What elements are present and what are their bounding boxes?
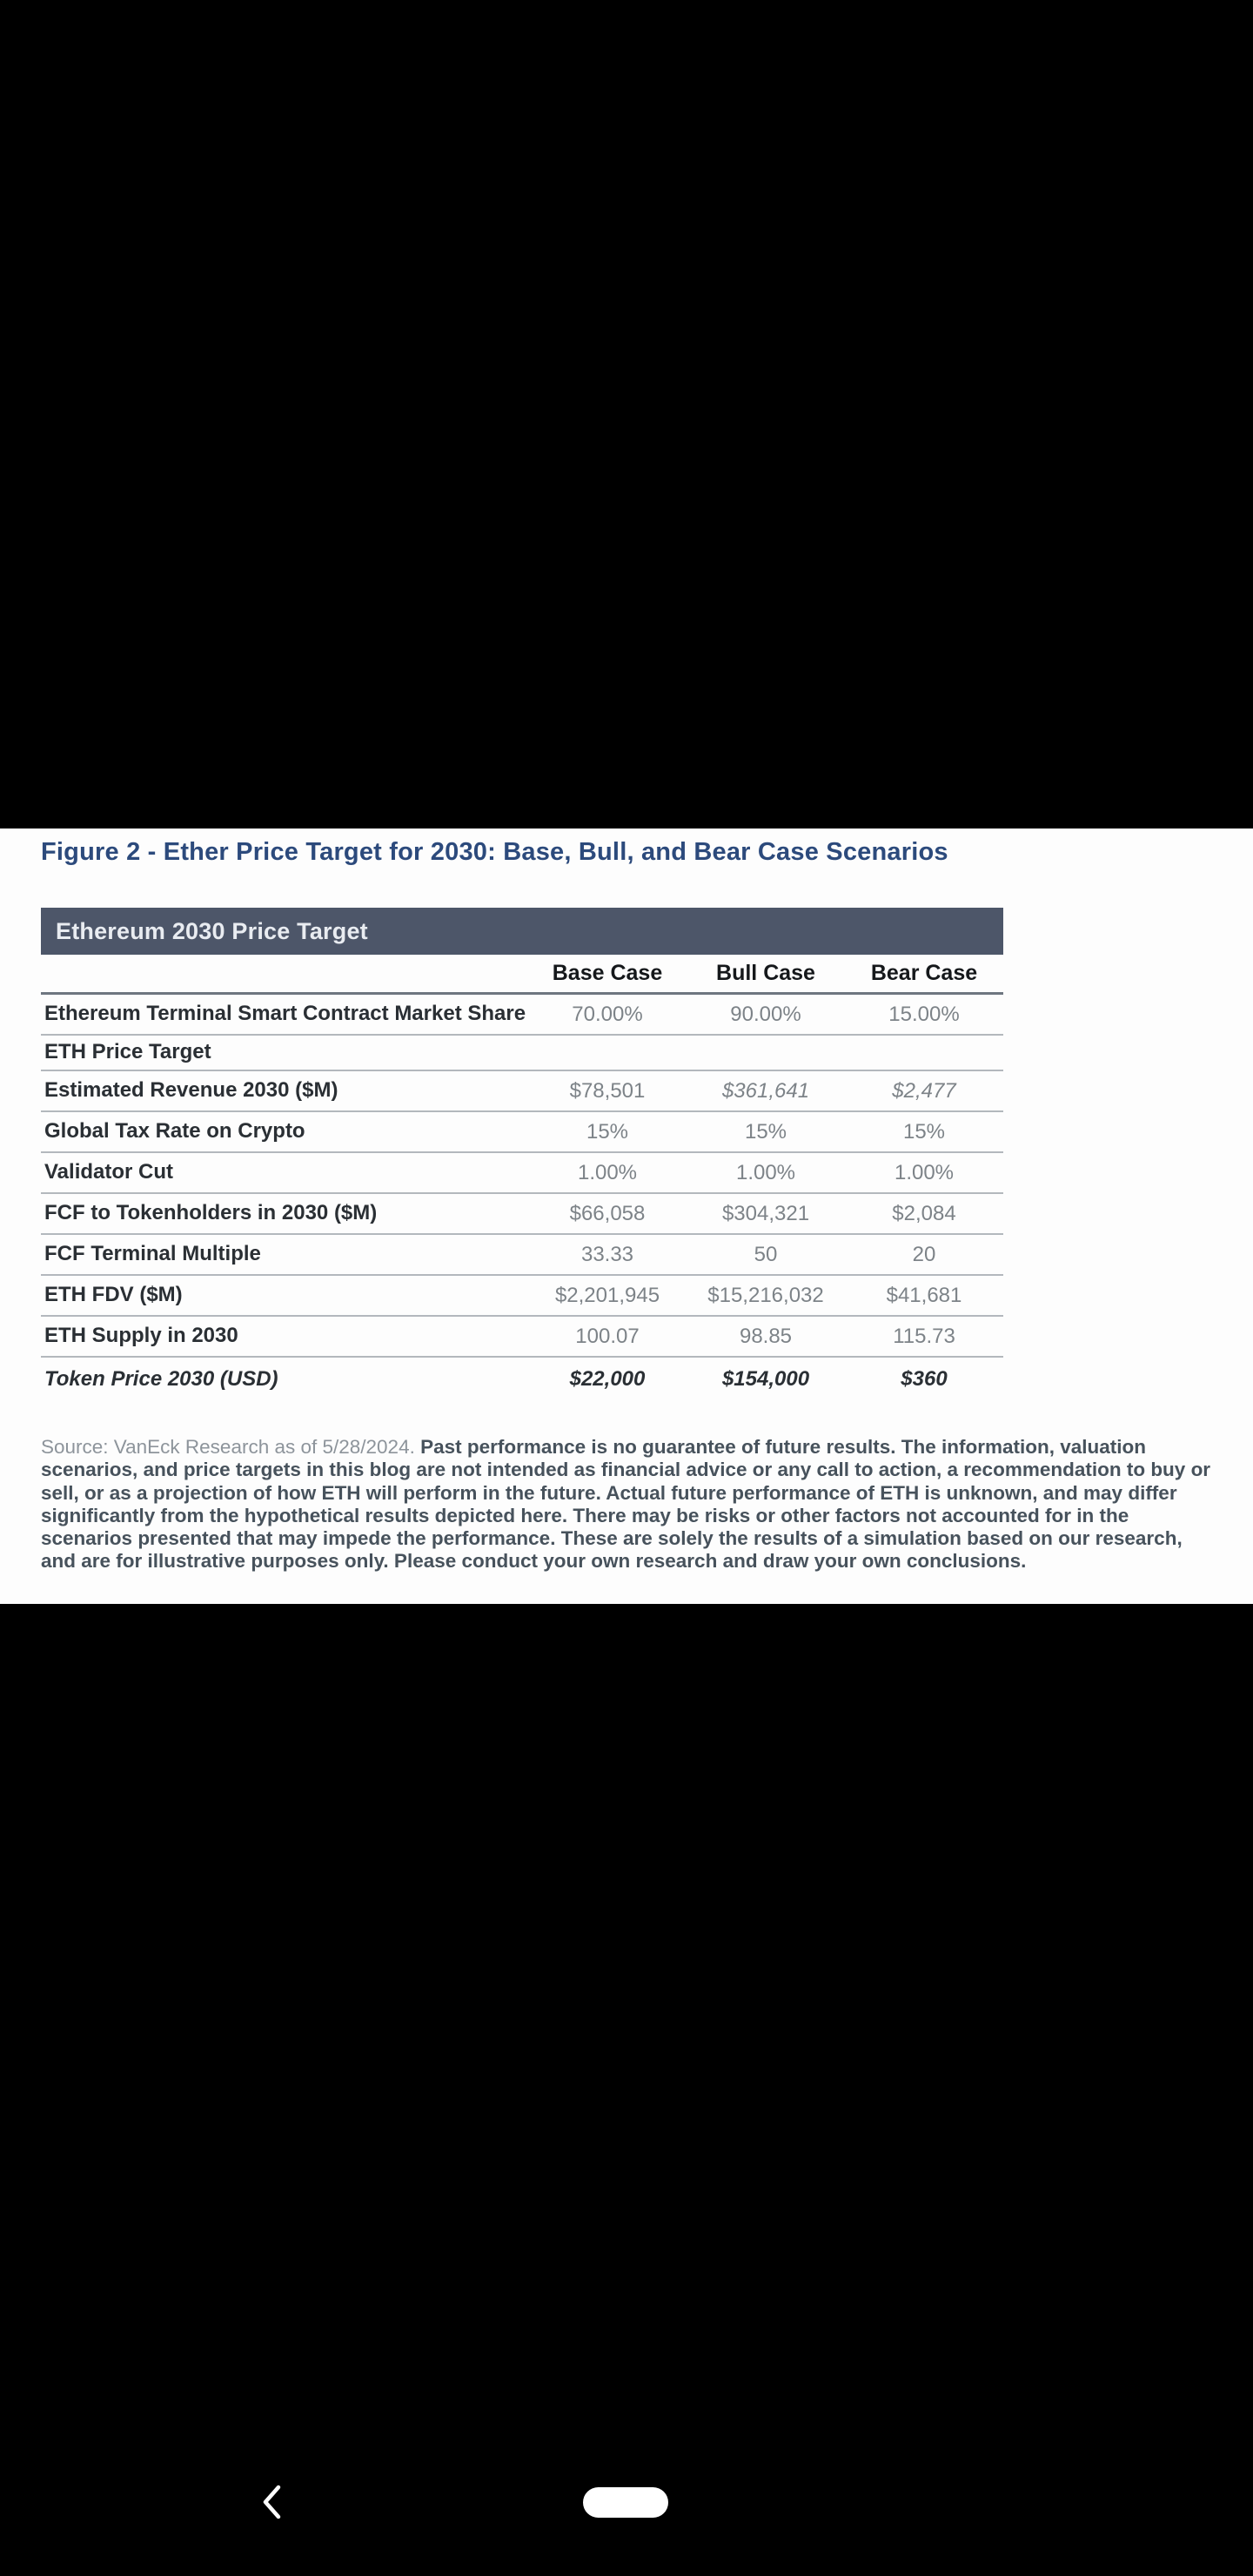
table-row — [41, 1071, 1003, 1112]
cell-bull-case: 50 — [754, 1242, 778, 1266]
cell-base-case: $66,058 — [569, 1201, 646, 1225]
row-label: Estimated Revenue 2030 ($M) — [44, 1078, 338, 1103]
column-header-bear-case: Bear Case — [870, 961, 978, 985]
cell-base-case: 1.00% — [577, 1160, 638, 1184]
cell-bull-case: 90.00% — [730, 1002, 801, 1026]
row-label: ETH Supply in 2030 — [44, 1324, 238, 1348]
table-row — [41, 1276, 1003, 1317]
cell-bear-case: $360 — [901, 1367, 948, 1391]
row-label: Ethereum Terminal Smart Contract Market Share — [44, 1002, 526, 1026]
row-label: FCF Terminal Multiple — [44, 1242, 261, 1266]
cell-base-case: 33.33 — [580, 1242, 634, 1266]
cell-bear-case: $41,681 — [886, 1283, 962, 1307]
cell-bull-case: $15,216,032 — [707, 1283, 824, 1307]
section-label: ETH Price Target — [44, 1040, 211, 1064]
cell-base-case: $2,201,945 — [554, 1283, 660, 1307]
table-section-row — [41, 1036, 1003, 1071]
chevron-left-icon — [261, 2484, 282, 2523]
back-button[interactable] — [251, 2479, 292, 2527]
row-label: Token Price 2030 (USD) — [44, 1366, 278, 1391]
cell-base-case: 70.00% — [572, 1002, 643, 1026]
cell-bear-case: 1.00% — [894, 1160, 955, 1184]
cell-bear-case: 20 — [912, 1242, 936, 1266]
cell-bull-case: $361,641 — [721, 1078, 810, 1103]
cell-bear-case: 115.73 — [893, 1324, 955, 1348]
cell-bull-case: 1.00% — [735, 1160, 796, 1184]
column-header-bull-case: Bull Case — [716, 961, 815, 985]
cell-base-case: $78,501 — [569, 1078, 646, 1103]
disclaimer-source: Source: VanEck Research as of 5/28/2024. — [41, 1436, 421, 1458]
cell-base-case: 15% — [586, 1119, 629, 1144]
page-content — [0, 828, 1253, 1604]
table-row — [41, 1194, 1003, 1235]
cell-bear-case: $2,084 — [892, 1201, 956, 1225]
cell-bear-case: $2,477 — [892, 1078, 956, 1103]
table-row — [41, 1235, 1003, 1276]
cell-base-case: $22,000 — [569, 1367, 646, 1391]
table-row — [41, 1112, 1003, 1153]
table-result-row — [41, 1358, 1003, 1401]
row-label: Global Tax Rate on Crypto — [44, 1119, 305, 1144]
table-row — [41, 995, 1003, 1036]
cell-bull-case: $154,000 — [721, 1367, 810, 1391]
table-row — [41, 1317, 1003, 1358]
disclaimer-body: Past performance is no guarantee of future results. The information, valuation scenarios, and price targets in this blog are not intended as financial advice or any call to action, a recommendation to buy or sell, or as a projection of how ETH will perform in the future. Actual future performance of ETH is unknown, and may differ significantly from the hypothetical results depicted here. There may be risks or other factors not accounted for in the scenarios presented that may impede the performance. These are solely the results of a simulation based on our research, and are for illustrative purposes only. Please conduct your own research and draw your own conclusions. — [41, 1436, 1211, 1573]
cell-bear-case: 15.00% — [888, 1002, 960, 1026]
table-title: Ethereum 2030 Price Target — [56, 917, 368, 944]
cell-bull-case: 98.85 — [739, 1324, 793, 1348]
row-label: Validator Cut — [44, 1160, 174, 1184]
table-row — [41, 1153, 1003, 1194]
home-indicator[interactable] — [583, 2487, 668, 2518]
figure-title: Figure 2 - Ether Price Target for 2030: Base, Bull, and Bear Case Scenarios — [41, 838, 948, 866]
disclaimer-text — [41, 1436, 1216, 1573]
cell-bear-case: 15% — [902, 1119, 946, 1144]
column-header-row — [41, 955, 1003, 995]
cell-bull-case: $304,321 — [721, 1201, 810, 1225]
table-title-bar — [41, 908, 1003, 955]
row-label: FCF to Tokenholders in 2030 ($M) — [44, 1201, 378, 1225]
row-label: ETH FDV ($M) — [44, 1283, 183, 1307]
column-header-base-case: Base Case — [552, 961, 663, 985]
cell-base-case: 100.07 — [575, 1324, 640, 1348]
cell-bull-case: 15% — [744, 1119, 787, 1144]
price-target-table — [41, 908, 1003, 1401]
